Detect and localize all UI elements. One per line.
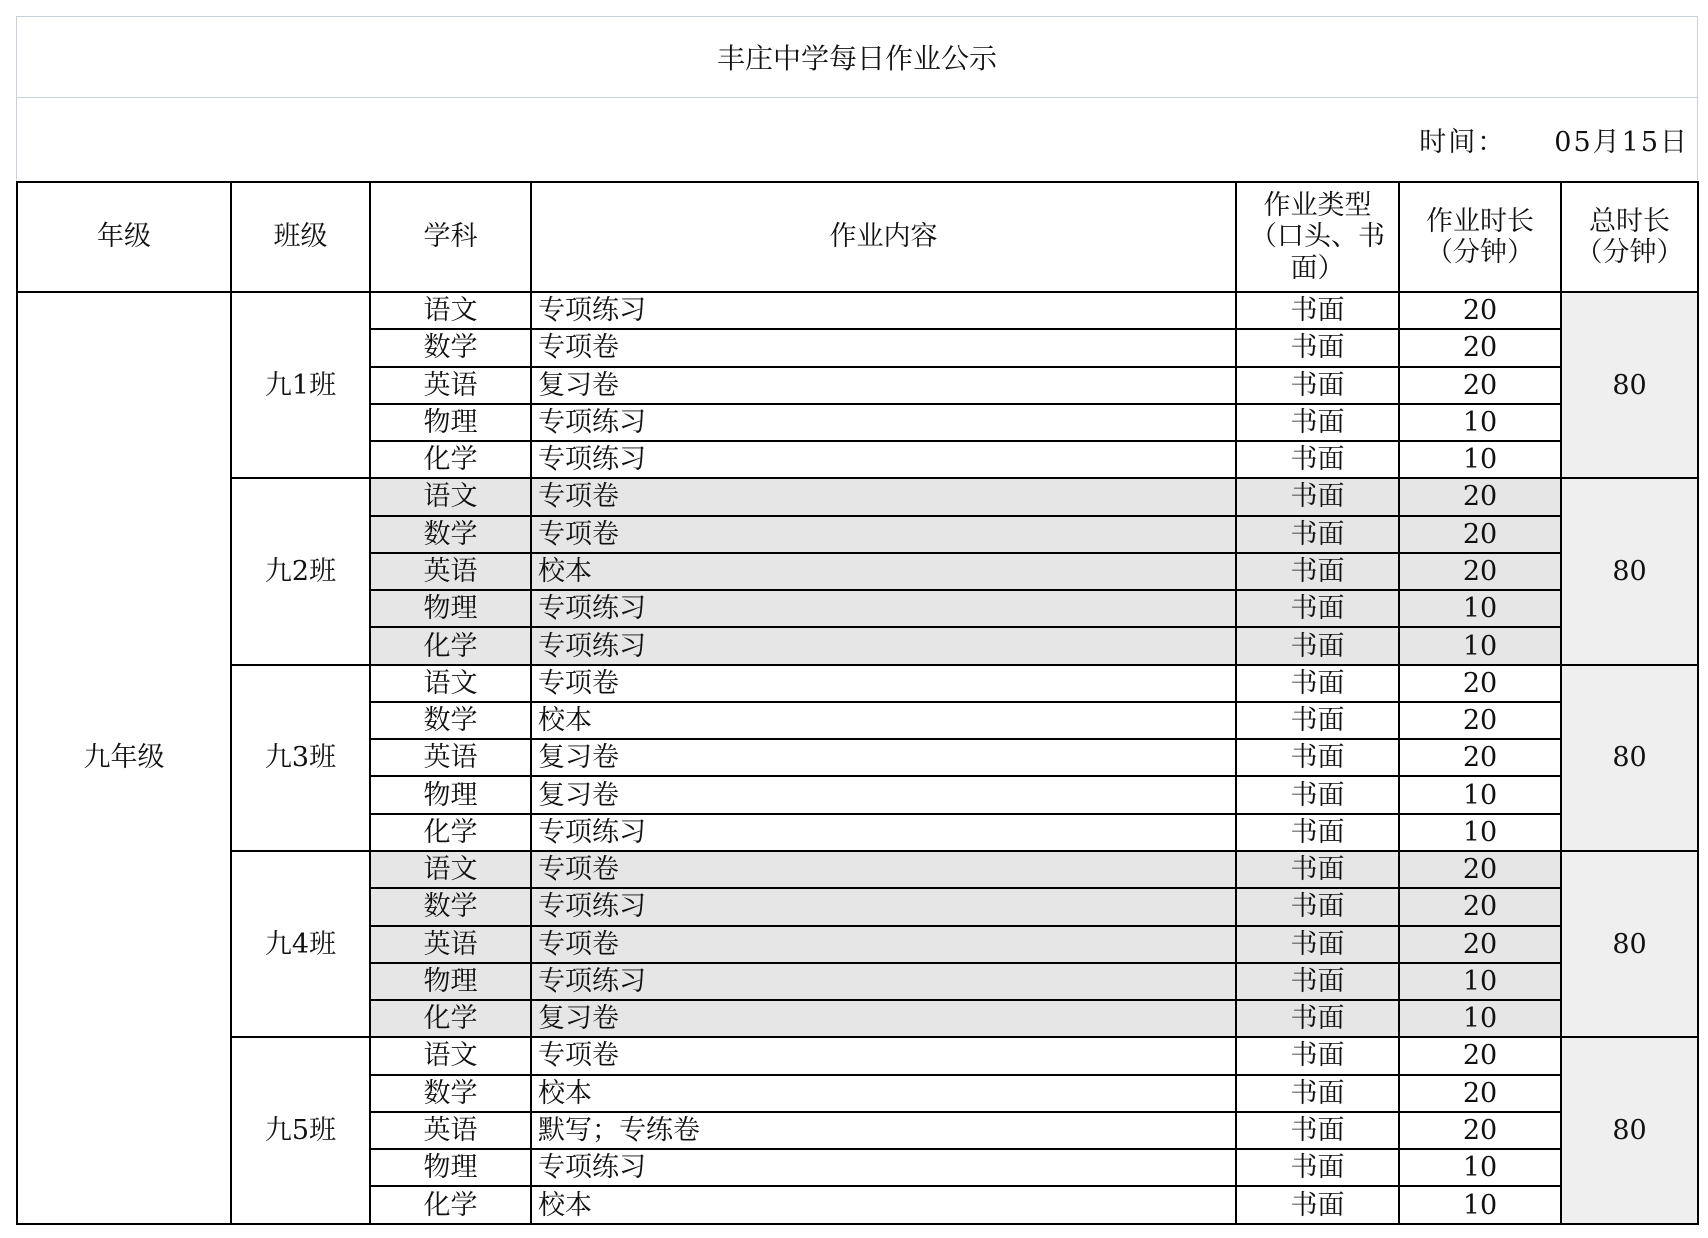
content-cell: 专项卷 [531,478,1236,515]
header-grade: 年级 [17,182,231,292]
type-cell: 书面 [1236,926,1399,963]
duration-cell: 10 [1399,776,1561,813]
table-body [17,292,1698,1224]
subject-cell: 物理 [370,590,531,627]
date-bar [16,98,1698,180]
duration-cell: 20 [1399,1075,1561,1112]
subject-cell: 英语 [370,553,531,590]
subject-cell: 语文 [370,1037,531,1074]
subject-cell: 化学 [370,1000,531,1037]
content-cell: 专项卷 [531,329,1236,366]
subject-cell: 语文 [370,665,531,702]
content-cell: 专项卷 [531,926,1236,963]
duration-cell: 10 [1399,963,1561,1000]
duration-cell: 10 [1399,590,1561,627]
subject-cell: 英语 [370,926,531,963]
type-cell: 书面 [1236,1037,1399,1074]
homework-table [16,181,1699,1225]
duration-cell: 20 [1399,926,1561,963]
subject-cell: 数学 [370,888,531,925]
subject-cell: 化学 [370,1186,531,1224]
subject-cell: 数学 [370,1075,531,1112]
type-cell: 书面 [1236,404,1399,441]
content-cell: 专项卷 [531,851,1236,888]
sheet-title-text: 丰庄中学每日作业公示 [716,42,997,75]
date-label: 时间： [1419,126,1507,158]
sheet-title [16,16,1698,98]
content-cell: 复习卷 [531,367,1236,404]
grade-cell: 九年级 [17,292,231,1224]
total-cell: 80 [1561,851,1698,1037]
content-cell: 复习卷 [531,1000,1236,1037]
type-cell: 书面 [1236,553,1399,590]
header-total: 总时长（分钟） [1561,182,1698,292]
duration-cell: 20 [1399,739,1561,776]
class-cell: 九2班 [231,478,370,664]
duration-cell: 20 [1399,1112,1561,1149]
subject-cell: 语文 [370,478,531,515]
table-row [17,851,1698,888]
content-cell: 默写；专练卷 [531,1112,1236,1149]
duration-cell: 20 [1399,329,1561,366]
type-cell: 书面 [1236,292,1399,329]
header-row [17,182,1698,292]
type-cell: 书面 [1236,739,1399,776]
duration-cell: 20 [1399,702,1561,739]
total-cell: 80 [1561,478,1698,664]
type-cell: 书面 [1236,1075,1399,1112]
content-cell: 复习卷 [531,776,1236,813]
subject-cell: 化学 [370,814,531,851]
class-cell: 九3班 [231,665,370,851]
duration-cell: 10 [1399,1149,1561,1186]
duration-cell: 20 [1399,478,1561,515]
content-cell: 专项练习 [531,888,1236,925]
type-cell: 书面 [1236,851,1399,888]
subject-cell: 英语 [370,1112,531,1149]
content-cell: 校本 [531,702,1236,739]
duration-cell: 20 [1399,553,1561,590]
subject-cell: 数学 [370,329,531,366]
subject-cell: 物理 [370,776,531,813]
duration-cell: 10 [1399,441,1561,478]
total-cell: 80 [1561,292,1698,478]
duration-cell: 20 [1399,1037,1561,1074]
header-type: 作业类型（口头、书面） [1236,182,1399,292]
content-cell: 校本 [531,1186,1236,1224]
type-cell: 书面 [1236,1112,1399,1149]
content-cell: 复习卷 [531,739,1236,776]
total-cell: 80 [1561,665,1698,851]
date-value: 05月15日 [1554,126,1689,158]
type-cell: 书面 [1236,1149,1399,1186]
total-cell: 80 [1561,1037,1698,1224]
class-cell: 九1班 [231,292,370,478]
duration-cell: 10 [1399,1186,1561,1224]
header-duration: 作业时长（分钟） [1399,182,1561,292]
type-cell: 书面 [1236,888,1399,925]
duration-cell: 10 [1399,404,1561,441]
type-cell: 书面 [1236,776,1399,813]
content-cell: 专项练习 [531,404,1236,441]
type-cell: 书面 [1236,702,1399,739]
content-cell: 专项卷 [531,1037,1236,1074]
subject-cell: 英语 [370,739,531,776]
duration-cell: 20 [1399,888,1561,925]
subject-cell: 化学 [370,627,531,664]
type-cell: 书面 [1236,367,1399,404]
type-cell: 书面 [1236,1000,1399,1037]
class-cell: 九4班 [231,851,370,1037]
type-cell: 书面 [1236,329,1399,366]
content-cell: 专项练习 [531,963,1236,1000]
header-subject: 学科 [370,182,531,292]
subject-cell: 物理 [370,1149,531,1186]
table-row [17,665,1698,702]
type-cell: 书面 [1236,1186,1399,1224]
header-content: 作业内容 [531,182,1236,292]
class-cell: 九5班 [231,1037,370,1224]
duration-cell: 20 [1399,367,1561,404]
duration-cell: 20 [1399,851,1561,888]
content-cell: 专项练习 [531,1149,1236,1186]
duration-cell: 20 [1399,665,1561,702]
header-class: 班级 [231,182,370,292]
content-cell: 专项练习 [531,590,1236,627]
subject-cell: 语文 [370,292,531,329]
type-cell: 书面 [1236,814,1399,851]
table-row [17,292,1698,329]
content-cell: 专项卷 [531,516,1236,553]
subject-cell: 数学 [370,702,531,739]
content-cell: 专项练习 [531,814,1236,851]
subject-cell: 物理 [370,963,531,1000]
duration-cell: 20 [1399,292,1561,329]
subject-cell: 数学 [370,516,531,553]
type-cell: 书面 [1236,590,1399,627]
type-cell: 书面 [1236,478,1399,515]
duration-cell: 10 [1399,627,1561,664]
content-cell: 专项练习 [531,627,1236,664]
subject-cell: 物理 [370,404,531,441]
table-row [17,1037,1698,1074]
subject-cell: 英语 [370,367,531,404]
content-cell: 校本 [531,1075,1236,1112]
type-cell: 书面 [1236,665,1399,702]
table-row [17,478,1698,515]
type-cell: 书面 [1236,441,1399,478]
subject-cell: 化学 [370,441,531,478]
content-cell: 专项练习 [531,441,1236,478]
type-cell: 书面 [1236,516,1399,553]
duration-cell: 10 [1399,814,1561,851]
content-cell: 专项卷 [531,665,1236,702]
duration-cell: 10 [1399,1000,1561,1037]
content-cell: 校本 [531,553,1236,590]
type-cell: 书面 [1236,963,1399,1000]
duration-cell: 20 [1399,516,1561,553]
type-cell: 书面 [1236,627,1399,664]
subject-cell: 语文 [370,851,531,888]
content-cell: 专项练习 [531,292,1236,329]
